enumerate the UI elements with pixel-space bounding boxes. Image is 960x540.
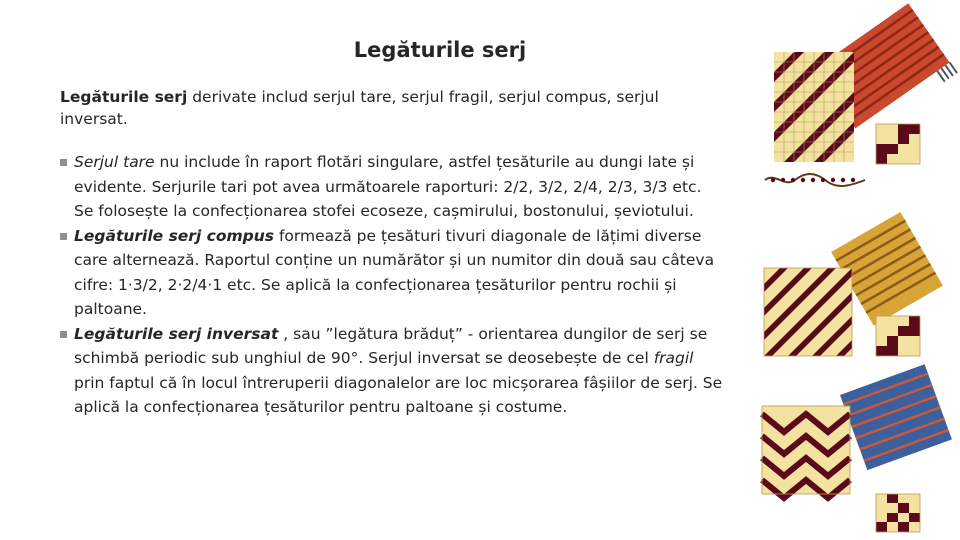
- bullet-text: prin faptul că în locul întreruperii diagonalelor are loc micșorarea fâșiilor de serj. Se aplică la confecționarea țesăturilor pentru paltoane și costume.: [74, 373, 723, 416]
- weave-illustrations: [760, 20, 960, 520]
- bullet-text: , sau ”legătura brăduț” - orientarea dungilor de serj se schimbă periodic sub unghiul de 90°. Serjul inversat se deosebește de cel: [74, 324, 708, 367]
- bullet-serj-inversat: [60, 322, 725, 420]
- thread-crosssection-image: [765, 172, 865, 188]
- bullet-text: nu include în raport flotări singulare, astfel țesăturile au dungi late și evidente. Serjurile tari pot avea următoarele raporturi: 2/2, 3/2, 2/4, 2/3, 3/3 etc. Se folosește la confecționarea stofei ecoseze, cașmirului, bostonului, șeviotului.: [74, 153, 702, 220]
- bullet-term: Legăturile serj compus: [74, 226, 275, 245]
- bullet-term-inline: fragil: [653, 349, 694, 367]
- bullet-text: formează pe țesături tivuri diagonale de lățimi diverse care alternează. Raportul conține un numărător și un numitor din două sau câteva cifre: 1·3/2, 2·2/4·1 etc. Se aplică la confecționarea țesăturilor pentru rochii și paltoane.: [74, 226, 715, 318]
- bullet-term: Legăturile serj inversat: [74, 324, 279, 343]
- slide-title: Legăturile serj: [353, 38, 527, 62]
- intro-paragraph: [60, 86, 720, 130]
- bullet-serj-tare: [60, 150, 725, 224]
- weave-repeat-1-image: [876, 124, 920, 164]
- weave-grid-2-image: [764, 268, 852, 356]
- intro-text: derivate includ serjul tare, serjul fragil, serjul compus, serjul inversat.: [60, 88, 659, 128]
- weave-grid-1-image: [774, 52, 854, 162]
- intro-lead: Legăturile serj: [60, 88, 188, 106]
- bullet-term: Serjul tare: [74, 153, 155, 171]
- weave-repeat-3-image: [876, 494, 920, 532]
- fabric-sample-blue-image: [840, 365, 955, 475]
- weave-repeat-2-image: [876, 316, 920, 356]
- bullet-serj-compus: [60, 224, 725, 322]
- weave-grid-3-image: [762, 406, 850, 494]
- bullet-list: [60, 150, 725, 420]
